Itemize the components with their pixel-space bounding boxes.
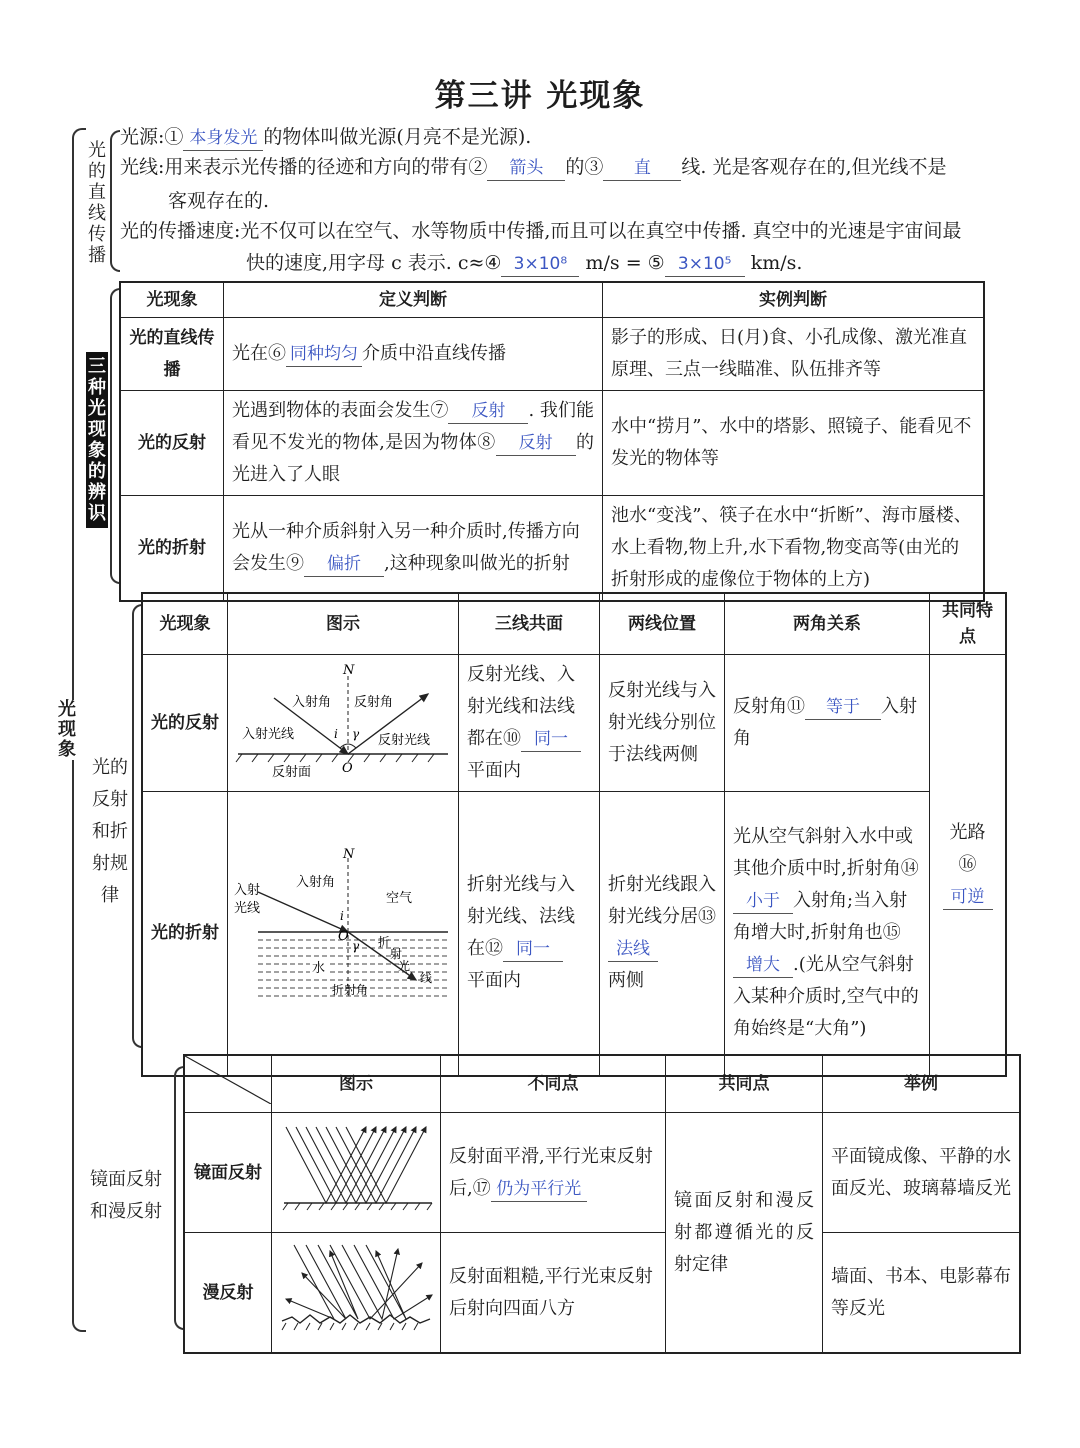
answer-8: 反射 [496,431,576,456]
row-reflection-name: 光的反射 [120,391,224,496]
laws-table [141,592,1007,1077]
header-figure: 图示 [228,593,459,655]
fig1-ref-ray: 反射光线 [378,732,431,748]
law-reflection-figure [228,655,459,792]
phenomena-table [119,281,985,602]
answer-6: 同种均匀 [286,342,362,367]
fig1-i: i [334,726,338,741]
fig2-i: i [340,908,344,923]
header-common: 共同特点 [930,593,1007,655]
fig2-inc-ray-2: 光线 [234,900,261,916]
fig1-surface: 反射面 [272,764,312,778]
law-refraction-name: 光的折射 [142,792,228,1076]
fig1-inc-angle: 入射角 [292,694,332,710]
law-refraction-coplanar: 折射光线与入射光线、法线在⑫ 同一 平面内 [459,792,600,1076]
answer-7: 反射 [448,399,528,424]
mirror-figure [272,1113,441,1233]
answer-2: 箭头 [487,156,565,181]
section3-label: 光的反射和折射规律 [92,757,128,906]
reflection-types-table [183,1054,1021,1354]
row-straight-def: 光在⑥ 同种均匀 介质中沿直线传播 [224,318,603,391]
row-refraction-name: 光的折射 [120,496,224,602]
corner-diagonal [185,1056,271,1104]
row-refraction-def: 光从一种介质斜射入另一种介质时,传播方向会发生⑨ 偏折 ,这种现象叫做光的折射 [224,496,603,602]
header-example-2: 举例 [823,1055,1021,1113]
side-label-main: 光现象 [58,699,76,760]
fig2-o: O [338,928,349,944]
diffuse-name: 漫反射 [184,1233,272,1354]
section1-brace [110,130,120,272]
header-common-2: 共同点 [666,1055,823,1113]
header-example: 实例判断 [603,282,985,318]
fig2-n: N [343,847,355,862]
speed-line-2: 快的速度,用字母 c 表示. c≈④ 3×10⁸ m/s = ⑤ 3×10⁵ km/s. [246,248,802,278]
fig2-inc-ray-1: 入射 [234,882,261,898]
fig2-r: γ [352,938,360,953]
fig2-refr-ray-3: 光 [398,958,411,973]
row-reflection-example: 水中“捞月”、水中的塔影、照镜子、能看见不发光的物体等 [603,391,985,496]
law-refraction-angle: 光从空气斜射入水中或其他介质中时,折射角⑭小于 入射角;当入射角增大时,折射角也⑮增大 .(光从空气斜射入某种介质时,空气中的角始终是“大角”) [725,792,930,1076]
answer-17: 仍为平行光 [491,1177,587,1202]
diffuse-reflection-diagram [272,1233,438,1341]
mirror-difference: 反射面平滑,平行光束反射后,⑰ 仍为平行光 [441,1113,666,1233]
refraction-diagram [228,848,458,1008]
section4-label: 镜面反射 和漫反射 [90,1169,162,1222]
page-title: 第三讲 光现象 [434,78,646,114]
answer-9: 偏折 [304,552,384,577]
header-angle: 两角关系 [725,593,930,655]
fig2-refr-ray-2: 射 [390,946,403,961]
diffuse-figure [272,1233,441,1354]
header-corner [184,1055,272,1113]
law-refraction-position: 折射光线跟入射光线分居⑬法线 两侧 [600,792,725,1076]
header-coplanar: 三线共面 [459,593,600,655]
reflection-common: 镜面反射和漫反射都遵循光的反射定律 [666,1113,823,1354]
fig2-refr-ray-1: 折 [378,934,391,949]
answer-15: 增大 [733,953,793,978]
section1-label: 光的直线传播 [88,140,106,266]
answer-10: 同一 [521,727,581,752]
answer-13: 法线 [608,937,658,962]
answer-12: 同一 [503,937,563,962]
law-common: 光路 ⑯可逆 [930,655,1007,1076]
speed-line: 光的传播速度:光不仅可以在空气、水等物质中传播,而且可以在真空中传播. 真空中的光速是宇宙间最 [120,220,962,242]
header-difference: 不同点 [441,1055,666,1113]
fig1-r: γ [352,726,360,741]
diffuse-example: 墙面、书本、电影幕布等反光 [823,1233,1021,1354]
answer-5: 3×10⁵ [665,252,745,277]
header-phenomenon-2: 光现象 [142,593,228,655]
law-reflection-position: 反射光线与入射光线分别位于法线两侧 [600,655,725,792]
answer-4: 3×10⁸ [501,252,579,277]
law-reflection-angle: 反射角⑪ 等于 入射角 [725,655,930,792]
reflection-diagram [228,658,458,778]
fig1-n: N [343,662,355,678]
answer-14: 小于 [733,889,793,914]
answer-1: 本身发光 [183,126,263,151]
row-straight-name: 光的直线传播 [120,318,224,391]
law-reflection-name: 光的反射 [142,655,228,792]
law-refraction-figure [228,792,459,1076]
fig2-refr-ray-4: 线 [420,970,433,985]
header-figure-2: 图示 [272,1055,441,1113]
answer-3: 直 [603,156,681,181]
ray-line: 光线:用来表示光传播的径迹和方向的带有② 箭头 的③ 直 线. 光是客观存在的,但光线不是 [120,152,947,182]
fig2-air: 空气 [386,890,413,906]
row-straight-example: 影子的形成、日(月)食、小孔成像、激光准直原理、三点一线瞄准、队伍排齐等 [603,318,985,391]
answer-11: 等于 [805,695,881,720]
header-phenomenon: 光现象 [120,282,224,318]
header-definition: 定义判断 [224,282,603,318]
fig1-ref-angle: 反射角 [354,694,394,710]
answer-16: 可逆 [943,885,993,910]
fig2-inc-angle: 入射角 [296,874,336,890]
header-position: 两线位置 [600,593,725,655]
fig1-inc-ray: 入射光线 [242,726,295,742]
fig2-water: 水 [312,960,326,976]
source-line: 光源:① 本身发光 的物体叫做光源(月亮不是光源). [120,122,531,152]
ray-line-2: 客观存在的. [168,190,270,212]
law-reflection-coplanar: 反射光线、入射光线和法线都在⑩ 同一 平面内 [459,655,600,792]
section2-label: 三种光现象的辨识 [86,352,108,528]
fig1-o: O [342,760,353,776]
mirror-example: 平面镜成像、平静的水面反光、玻璃幕墙反光 [823,1113,1021,1233]
diffuse-difference: 反射面粗糙,平行光束反射后射向四面八方 [441,1233,666,1354]
row-reflection-def: 光遇到物体的表面会发生⑦ 反射 . 我们能看见不发光的物体,是因为物体⑧ 反射 的光进入了人眼 [224,391,603,496]
row-refraction-example: 池水“变浅”、筷子在水中“折断”、海市蜃楼、水上看物,物上升,水下看物,物变高等(由光的折射形成的虚像位于物体的上方) [603,496,985,602]
mirror-reflection-diagram [272,1113,438,1221]
mirror-name: 镜面反射 [184,1113,272,1233]
fig2-refr-angle: 折射角 [332,982,369,997]
